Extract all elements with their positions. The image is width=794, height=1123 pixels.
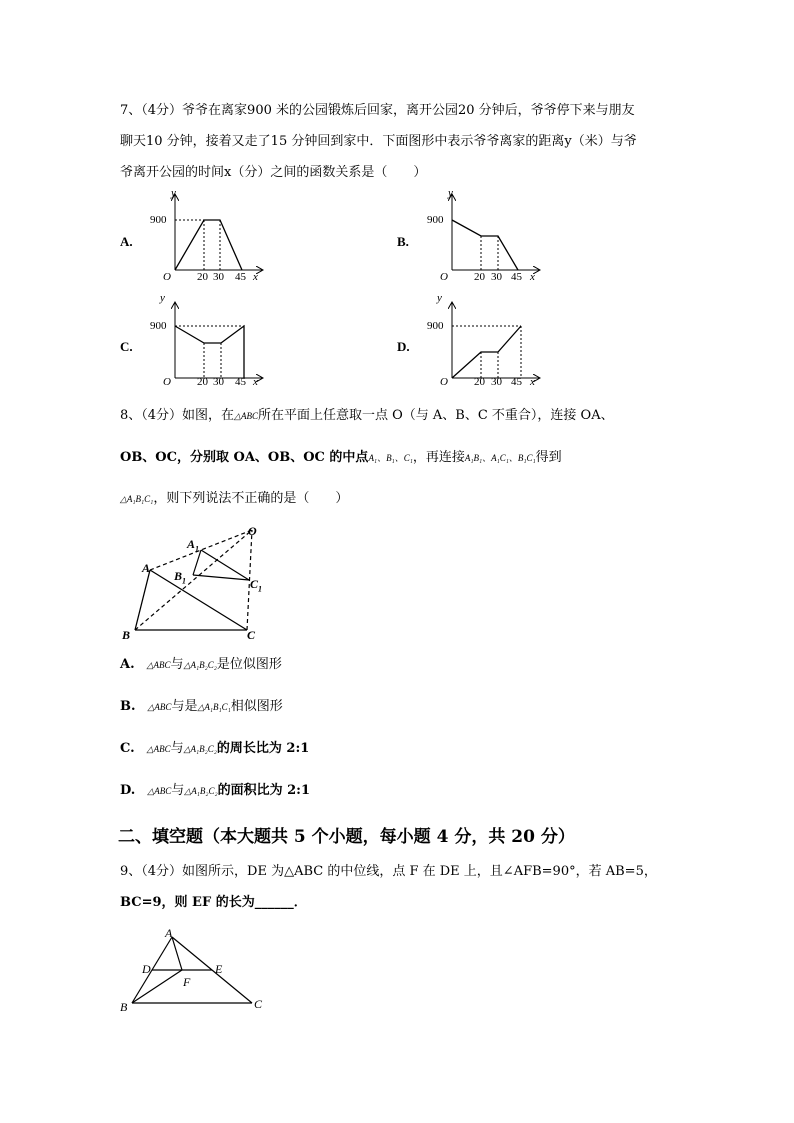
q7-a-ytick: 900 bbox=[150, 214, 167, 226]
q7-b-y-label: y bbox=[448, 187, 453, 199]
q8-fig-label-c1: $C_1$ bbox=[250, 577, 263, 594]
q8-line-1-start: 8、（4分）如图，在 bbox=[120, 408, 235, 423]
q7-d-x-label: x bbox=[530, 376, 535, 388]
q7-c-xtick-45: 45 bbox=[235, 376, 246, 388]
section-2-heading: 二、填空题（本大题共 5 个小题，每小题 4 分，共 20 分） bbox=[118, 827, 575, 847]
q7-c-xtick-30: 30 bbox=[213, 376, 224, 388]
q7-option-b-label: B. bbox=[397, 234, 409, 249]
q7-line-3: 爷离开公园的时间x（分）之间的函数关系是（ ） bbox=[120, 165, 427, 180]
q8-option-d: D. △ABC与△A₁B₂C₂的面积比为 2:1 bbox=[120, 783, 311, 798]
q7-b-origin: O bbox=[440, 271, 448, 283]
q8-fig-label-b: B bbox=[122, 628, 131, 642]
q9-fig-label-e: E bbox=[215, 962, 223, 976]
q7-a-x-label: x bbox=[253, 271, 258, 283]
q8-line-3 bbox=[120, 490, 348, 508]
q9-fig-label-d: D bbox=[142, 962, 151, 976]
q8-line-2-segments: A₁B₁、A₁C₁、B₁C₁ bbox=[464, 453, 536, 463]
q7-c-y-label: y bbox=[160, 292, 165, 304]
q8-option-d-label: D. bbox=[120, 783, 136, 798]
q7-a-origin: O bbox=[163, 271, 171, 283]
q8-line-2-points: A₁、B₁、C₁ bbox=[368, 453, 413, 463]
q8-line-2-b: ，再连接 bbox=[412, 450, 465, 465]
q9-line-1: 9、（4分）如图所示，DE 为△ABC 的中位线，点 F 在 DE 上，且∠AFB=90°，若 AB=5， bbox=[120, 864, 657, 879]
q7-c-ytick: 900 bbox=[150, 320, 167, 332]
q9-fig-label-b: B bbox=[120, 1000, 128, 1014]
q7-c-xtick-20: 20 bbox=[197, 376, 208, 388]
q8-fig-label-a1: $A_1$ bbox=[187, 537, 200, 554]
q7-option-d-label: D. bbox=[397, 339, 410, 354]
q7-b-ytick: 900 bbox=[427, 214, 444, 226]
q8-option-a: A. △ABC与△A₁B₂C₂是位似图形 bbox=[120, 657, 282, 672]
q8-fig-label-c: C bbox=[247, 628, 256, 642]
q8-line-1-triangle: △ABC bbox=[234, 411, 258, 421]
q8-option-b: B. △ABC与是△A₁B₁C₁相似图形 bbox=[120, 699, 283, 714]
q8-fig-label-b1: $B_1$ bbox=[174, 569, 187, 586]
q8-option-c: C. △ABC与△A₁B₂C₂的周长比为 2:1 bbox=[120, 741, 310, 756]
q7-b-xtick-45: 45 bbox=[511, 271, 522, 283]
q8-line-2-a: OB、OC，分别取 OA、OB、OC 的中点 bbox=[120, 450, 369, 465]
q7-a-y-label: y bbox=[171, 187, 176, 199]
q7-d-origin: O bbox=[440, 376, 448, 388]
q9-fig-label-c: C bbox=[254, 997, 263, 1011]
q7-d-xtick-30: 30 bbox=[491, 376, 502, 388]
q9-line-2: BC=9，则 EF 的长为______． bbox=[120, 895, 307, 910]
q9-fig-label-f: F bbox=[183, 975, 191, 989]
q8-option-c-label: C. bbox=[120, 741, 135, 756]
q7-option-c-label: C. bbox=[120, 339, 133, 354]
q7-d-y-label: y bbox=[437, 292, 442, 304]
q8-line-3-triangle: △A₁B₁C₁ bbox=[120, 494, 154, 504]
q7-a-xtick-45: 45 bbox=[235, 271, 246, 283]
q7-option-a-label: A. bbox=[120, 234, 133, 249]
q7-b-x-label: x bbox=[530, 271, 535, 283]
q8-fig-label-o: O bbox=[248, 524, 257, 538]
q7-line-2: 聊天10 分钟，接着又走了15 分钟回到家中．下面图形中表示爷爷离家的距离y（米）与爷 bbox=[120, 134, 637, 149]
q7-d-ytick: 900 bbox=[427, 320, 444, 332]
q8-line-2-c: 得到 bbox=[535, 450, 562, 465]
q7-b-xtick-30: 30 bbox=[491, 271, 502, 283]
q7-line-1: 7、（4分）爷爷在离家900 米的公园锻炼后回家，离开公园20 分钟后，爷爷停下来与朋友 bbox=[120, 103, 635, 118]
q7-c-x-label: x bbox=[253, 376, 258, 388]
q8-line-1-rest: 所在平面上任意取一点 O（与 A、B、C 不重合），连接 OA、 bbox=[257, 408, 614, 423]
q7-d-xtick-45: 45 bbox=[511, 376, 522, 388]
q8-line-2 bbox=[120, 449, 562, 467]
q8-fig-label-a: A bbox=[142, 561, 151, 575]
q7-b-xtick-20: 20 bbox=[474, 271, 485, 283]
q7-a-xtick-30: 30 bbox=[213, 271, 224, 283]
q8-line-1 bbox=[120, 407, 614, 425]
q7-c-origin: O bbox=[163, 376, 171, 388]
q9-fig-label-a: A bbox=[165, 926, 173, 940]
q8-option-a-label: A. bbox=[120, 657, 135, 672]
q7-d-xtick-20: 20 bbox=[474, 376, 485, 388]
q8-option-b-label: B. bbox=[120, 699, 136, 714]
q8-line-3-rest: ，则下列说法不正确的是（ ） bbox=[153, 491, 349, 506]
q7-a-xtick-20: 20 bbox=[197, 271, 208, 283]
